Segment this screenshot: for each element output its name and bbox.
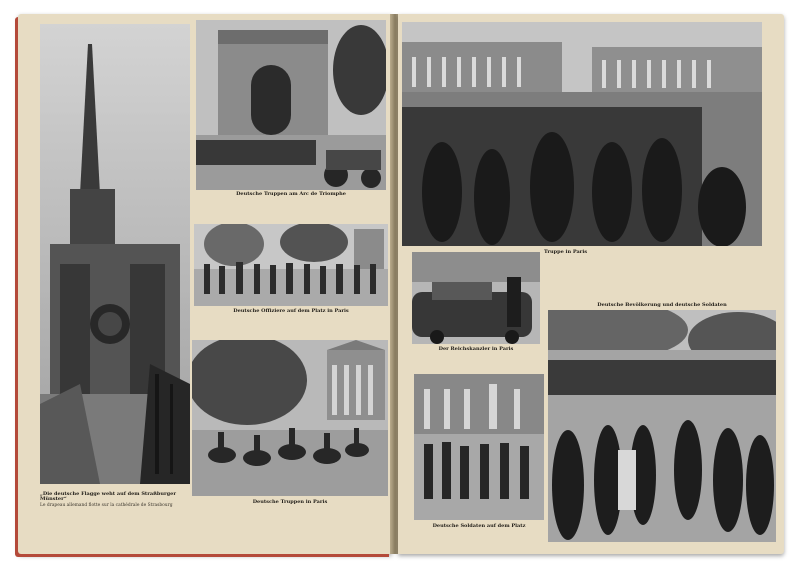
square-caption-title: Deutsche Soldaten auf dem Platz (432, 523, 526, 529)
crowd-photo (402, 22, 762, 246)
soldiers-caption (194, 309, 388, 314)
cavalry-photo (192, 340, 388, 496)
square-caption (414, 524, 544, 529)
people-caption-title: Deutsche Bevölkerung und deutsche Soldaten (597, 302, 727, 308)
left-page (18, 14, 392, 554)
crowd-caption-title: Truppe in Paris (544, 249, 588, 255)
cathedral-photo (40, 24, 190, 484)
cathedral-caption-body: Le drapeau allemand flotte sur la cathédrale de Strasbourg (40, 502, 173, 508)
cathedral-caption (40, 492, 190, 508)
cavalry-caption-title: Deutsche Truppen in Paris (252, 499, 328, 505)
cathedral-caption-title: „Die deutsche Flagge weht auf dem Straßburger Münster“ (40, 491, 176, 503)
arch-caption-title: Deutsche Truppen am Arc de Triomphe (236, 191, 346, 197)
car-caption-title: Der Reichskanzler in Paris (438, 346, 514, 352)
magazine-spread (18, 14, 784, 554)
car-photo (412, 252, 540, 344)
right-page (398, 14, 784, 554)
people-photo (548, 310, 776, 542)
people-caption (548, 303, 776, 308)
arc-de-triomphe-photo (196, 20, 386, 190)
car-caption (412, 347, 540, 352)
cavalry-caption (192, 500, 388, 505)
arch-caption (196, 192, 386, 197)
crowd-caption (544, 250, 762, 255)
soldiers-photo (194, 224, 388, 306)
soldiers-caption-title: Deutsche Offiziere auf dem Platz in Paris (233, 308, 349, 314)
square-photo (414, 374, 544, 520)
